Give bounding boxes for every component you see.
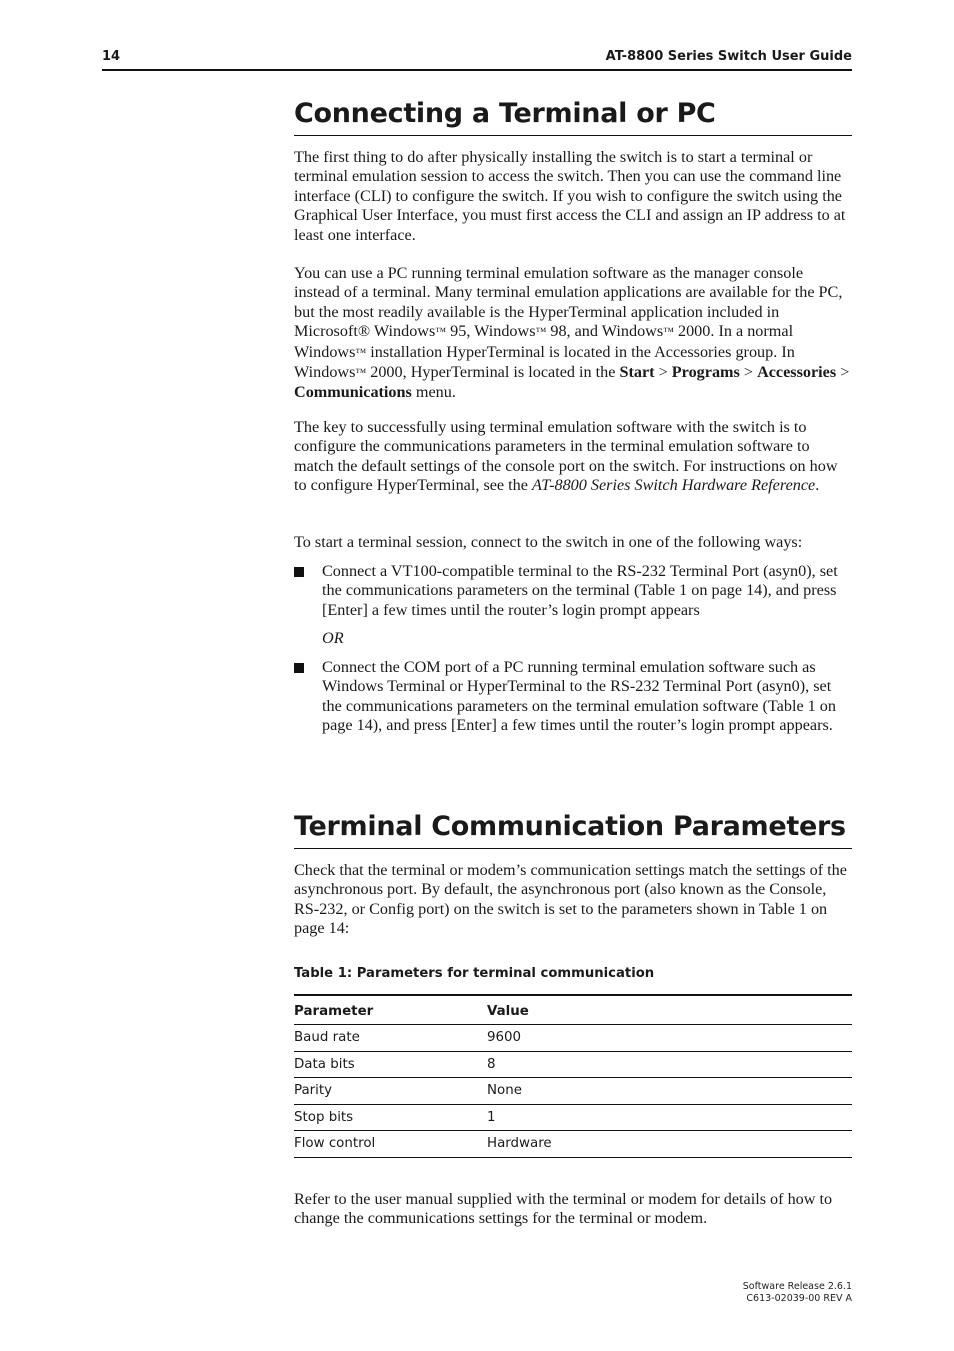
running-header <box>102 48 852 71</box>
table-row <box>294 1104 852 1131</box>
paragraph-refer-manual: Refer to the user manual supplied with the terminal or modem for details of how to change the communications settings for the terminal or modem. <box>294 1190 833 1228</box>
table-row <box>294 1131 852 1158</box>
bullet-text-vt100: Connect a VT100-compatible terminal to the RS-232 Terminal Port (asyn0), set the communications parameters on the terminal (Table 1 on page 14), and press [Enter] a few times until the router’s login prompt appears <box>322 562 838 619</box>
paragraph-key-settings: The key to successfully using terminal emulation software with the switch is to configure the communications parameters in the terminal emulation software to match the default settings of the console port on the switch. For instructions on how to configure HyperTerminal, see the AT-8800 Series Switch Hardware Reference. <box>294 418 838 495</box>
parameters-table <box>294 994 852 1158</box>
section-terminal-parameters <box>294 810 852 849</box>
bullet-square-icon <box>294 567 304 577</box>
table-cell-value: 1 <box>487 1104 852 1131</box>
parameters-table-wrap <box>294 994 852 1158</box>
section-title-parameters: Terminal Communication Parameters <box>294 810 852 849</box>
table-row <box>294 1078 852 1105</box>
section-connecting-terminal <box>294 97 852 136</box>
document-number: C613-02039-00 REV A <box>746 1293 852 1304</box>
menu-accessories: Accessories <box>757 363 837 382</box>
column-header-value: Value <box>487 995 852 1025</box>
table-cell-parameter: Flow control <box>294 1131 487 1158</box>
table-cell-value: 8 <box>487 1051 852 1078</box>
table-cell-value: Hardware <box>487 1131 852 1158</box>
or-separator: OR <box>322 629 344 647</box>
page-footer <box>743 1281 852 1305</box>
paragraph-intro: The first thing to do after physically installing the switch is to start a terminal or terminal emulation session to access the switch. Then you can use the command line interface (CLI) to configure the switch. If you wish to configure the switch using the Graphical User Interface, you must first access the CLI and assign an IP address to at least one interface. <box>294 148 846 244</box>
table-cell-parameter: Data bits <box>294 1051 487 1078</box>
paragraph-start-session: To start a terminal session, connect to the switch in one of the following ways: <box>294 533 803 551</box>
table-cell-parameter: Baud rate <box>294 1025 487 1052</box>
table-cell-value: None <box>487 1078 852 1105</box>
menu-programs: Programs <box>671 363 740 382</box>
bullet-square-icon <box>294 663 304 673</box>
table-caption: Table 1: Parameters for terminal communication <box>294 966 655 981</box>
table-cell-value: 9600 <box>487 1025 852 1052</box>
menu-start: Start <box>619 363 655 382</box>
section-title-connecting: Connecting a Terminal or PC <box>294 97 852 136</box>
bullet-list <box>294 562 852 622</box>
bullet-list-2 <box>294 658 852 758</box>
table-cell-parameter: Stop bits <box>294 1104 487 1131</box>
software-release: Software Release 2.6.1 <box>742 1281 852 1292</box>
list-item <box>294 658 852 736</box>
column-header-parameter: Parameter <box>294 995 487 1025</box>
table-cell-parameter: Parity <box>294 1078 487 1105</box>
guide-title: AT-8800 Series Switch User Guide <box>605 49 852 64</box>
list-item <box>294 562 852 620</box>
table-row <box>294 1025 852 1052</box>
hardware-reference-title: AT-8800 Series Switch Hardware Reference <box>532 476 816 495</box>
bullet-text-com-port: Connect the COM port of a PC running terminal emulation software such as Windows Terminal or HyperTerminal to the RS-232 Terminal Port (asyn0), set the communications parameters on the terminal emulation software (Table 1 on page 14), and press [Enter] a few times until the router’s login prompt appears. <box>322 658 836 735</box>
page-number: 14 <box>102 49 121 64</box>
table-row <box>294 1051 852 1078</box>
paragraph-pc-emulation: You can use a PC running terminal emulation software as the manager console instead of a terminal. Many terminal emulation applications are available for the PC, but the most readily available is the HyperTerminal application included in Microsoft® Windows™ 95, Windows™ 98, and Windows™ 2000. In a normal Windows™ installation HyperTerminal is located in the Accessories group. In Windows™ 2000, HyperTerminal is located in the Start > Programs > Accessories > Communications menu. <box>294 264 850 402</box>
table-header-row <box>294 995 852 1025</box>
paragraph-check-settings: Check that the terminal or modem’s communication settings match the settings of the asynchronous port. By default, the asynchronous port (also known as the Console, RS-232, or Config port) on the switch is set to the parameters shown in Table 1 on page 14: <box>294 861 847 938</box>
menu-communications: Communications <box>294 383 412 402</box>
